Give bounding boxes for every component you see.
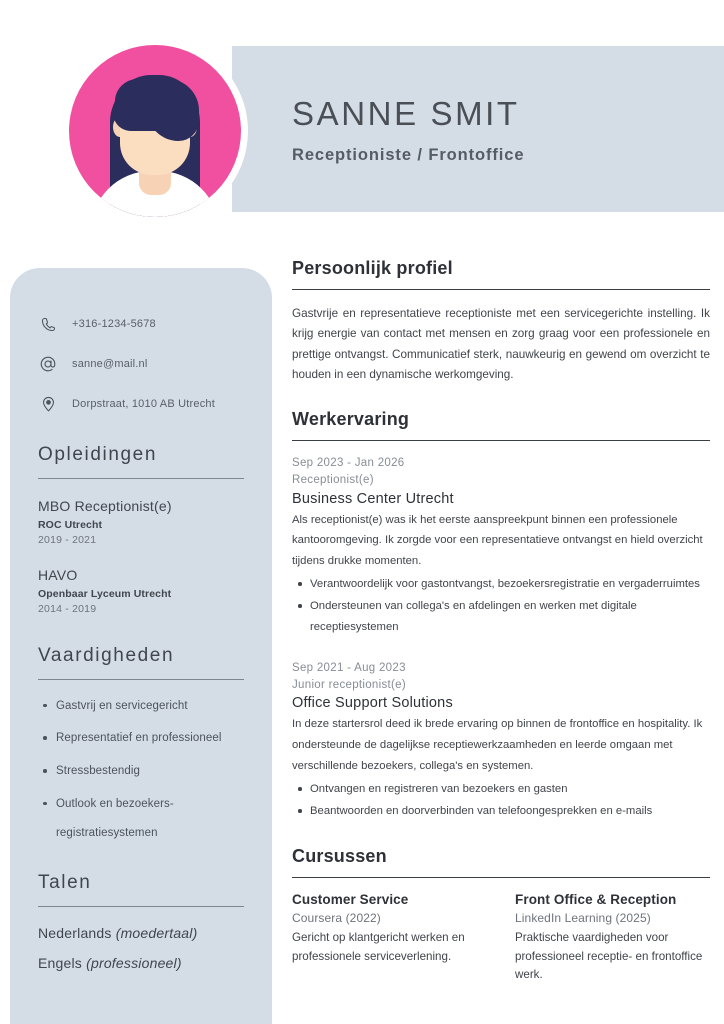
list-item <box>38 730 244 747</box>
location-pin-icon <box>38 394 58 414</box>
languages-divider <box>38 906 244 907</box>
profile-text: Gastvrije en representatieve receptioniste met een servicegerichte instelling. Ik krijg energie van contact met mensen en zorg graag voor een professionele en prettige ontvangst. Communicatief sterk, nauwkeurig en gewend om overzicht te houden in een dynamische werkomgeving. <box>292 307 710 381</box>
course-item <box>292 892 487 985</box>
course-provider: LinkedIn Learning (2025) <box>515 911 651 926</box>
skills-list <box>38 698 244 842</box>
phone-icon <box>38 314 58 334</box>
experience-bullets <box>292 779 710 822</box>
skills-section <box>38 645 244 842</box>
avatar <box>62 38 248 224</box>
skill-label-continued: registratiesystemen <box>56 827 158 840</box>
experience-dates: Sep 2023 - Jan 2026 <box>292 457 405 470</box>
list-item: Ontvangen en registreren van bezoekers en gasten <box>292 779 710 800</box>
list-item <box>38 925 244 941</box>
experience-item <box>292 660 710 822</box>
experience-spacer <box>292 644 710 660</box>
education-heading: Opleidingen <box>38 444 158 465</box>
courses-heading: Cursussen <box>292 845 387 866</box>
language-level: (professioneel) <box>86 955 182 972</box>
skills-divider <box>38 679 244 680</box>
avatar-illustration <box>69 45 241 217</box>
education-item <box>38 566 244 615</box>
skill-label: Outlook en bezoekers- <box>56 797 174 810</box>
experience-description: In deze startersrol deed ik brede ervaring op binnen de frontoffice en hospitality. Ik ondersteunde de dagelijkse receptiewerkzaamheden en leerde omgaan met verschillende bezoekers, collega's en systemen. <box>292 718 703 773</box>
language-level: (moedertaal) <box>115 925 198 942</box>
education-school: Openbaar Lyceum Utrecht <box>38 587 172 600</box>
skills-heading: Vaardigheden <box>38 644 175 666</box>
language-name: Nederlands <box>38 925 116 942</box>
course-provider: Coursera (2022) <box>292 911 381 926</box>
languages-heading: Talen <box>38 872 92 894</box>
list-item: Verantwoordelijk voor gastontvangst, bezoekersregistratie en vergaderruimtes <box>292 574 710 595</box>
education-years: 2014 - 2019 <box>38 602 97 615</box>
job-title-subtitle: Receptioniste / Frontoffice <box>292 146 525 165</box>
education-years: 2019 - 2021 <box>38 533 97 546</box>
list-item <box>38 763 244 780</box>
skill-label: Representatief en professioneel <box>56 732 222 745</box>
skill-label: Gastvrij en servicegericht <box>56 699 188 712</box>
experience-company: Business Center Utrecht <box>292 490 454 507</box>
education-degree: HAVO <box>38 566 78 583</box>
education-degree: MBO Receptionist(e) <box>38 498 172 514</box>
contact-item-address <box>38 394 244 414</box>
experience-role: Receptionist(e) <box>292 474 374 487</box>
experience-description: Als receptionist(e) was ik het eerste aanspreekpunt binnen een professionele kantooromgeving. Ik zorgde voor een representatieve ontvangst en hield overzicht tijdens drukke momenten. <box>292 513 703 568</box>
education-item <box>38 497 244 546</box>
language-name: Engels <box>38 955 87 972</box>
education-divider <box>38 478 244 479</box>
profile-section <box>292 258 710 385</box>
course-name: Front Office & Reception <box>515 892 677 908</box>
courses-section <box>292 846 710 985</box>
list-item <box>38 698 244 715</box>
email-icon <box>38 354 58 374</box>
contact-item-email <box>38 354 244 374</box>
header-text-block <box>292 96 712 165</box>
experience-company: Office Support Solutions <box>292 695 453 712</box>
phone-value: +316-1234-5678 <box>72 318 156 330</box>
courses-grid <box>292 892 710 985</box>
contact-item-phone <box>38 314 244 334</box>
experience-item <box>292 455 710 638</box>
experience-heading: Werkervaring <box>292 408 410 429</box>
page-title: SANNE SMIT <box>292 95 520 132</box>
experience-bullets <box>292 574 710 638</box>
list-item: Ondersteunen van collega's en afdelingen en werken met digitale receptiesystemen <box>292 596 710 638</box>
experience-dates: Sep 2021 - Aug 2023 <box>292 661 406 674</box>
course-name: Customer Service <box>292 892 409 908</box>
profile-heading: Persoonlijk profiel <box>292 258 453 278</box>
skill-label: Stressbestendig <box>56 765 140 778</box>
email-value: sanne@mail.nl <box>72 358 148 370</box>
list-item <box>38 796 244 842</box>
course-description: Gericht op klantgericht werken en professionele serviceverlening. <box>292 931 465 963</box>
sidebar <box>10 268 272 1024</box>
profile-divider <box>292 289 710 290</box>
education-school: ROC Utrecht <box>38 518 103 531</box>
main-content <box>292 258 710 985</box>
experience-section <box>292 409 710 822</box>
contact-list <box>38 314 244 414</box>
address-value: Dorpstraat, 1010 AB Utrecht <box>72 398 215 410</box>
course-item <box>515 892 710 985</box>
courses-divider <box>292 877 710 878</box>
education-section <box>38 444 244 615</box>
list-item <box>38 955 244 971</box>
experience-divider <box>292 440 710 441</box>
course-description: Praktische vaardigheden voor professioneel receptie- en frontoffice werk. <box>515 931 703 982</box>
list-item: Beantwoorden en doorverbinden van telefoongesprekken en e-mails <box>292 801 710 822</box>
languages-section <box>38 872 244 971</box>
experience-role: Junior receptionist(e) <box>292 679 406 692</box>
